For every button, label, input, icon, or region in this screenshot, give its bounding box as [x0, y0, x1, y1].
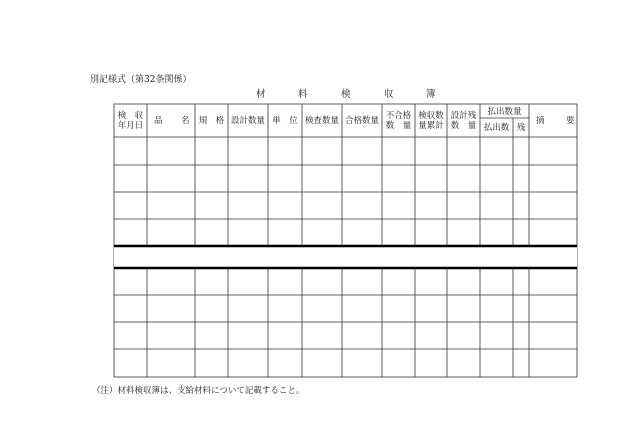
footnote: （注）材料検収簿は、支給材料について記載すること。 [92, 386, 305, 396]
header-fail-qty: 不合格 数 量 [385, 111, 412, 131]
header-unit: 単 位 [272, 116, 298, 126]
header-item-b: 名 [181, 116, 190, 126]
header-design-remaining: 設計残 数 量 [450, 111, 477, 131]
form-caption: 別記様式（第32条関係） [90, 75, 192, 85]
title-char-5: 簿 [426, 89, 436, 100]
break-band [114, 246, 577, 268]
title-char-1: 材 [256, 89, 266, 100]
title-char-2: 料 [298, 89, 308, 100]
header-remarks-b: 要 [566, 116, 575, 126]
table-border [114, 104, 577, 377]
title-char-4: 収 [384, 89, 394, 100]
header-balance: 残 [516, 123, 526, 133]
title-char-3: 検 [341, 89, 351, 100]
header-design-qty: 設計数量 [230, 116, 265, 126]
header-inspect-qty: 検査数量 [304, 116, 339, 126]
header-payout-group: 払出数量 [487, 107, 522, 117]
header-remarks-a: 摘 [536, 116, 545, 126]
header-pass-qty: 合格数量 [344, 116, 379, 126]
header-date: 検 収 年月日 [117, 111, 144, 131]
header-payout: 払出数 [483, 123, 510, 133]
header-item-a: 品 [154, 116, 163, 126]
header-spec: 規 格 [198, 116, 225, 126]
header-cumulative: 検収数 量累計 [418, 111, 444, 131]
